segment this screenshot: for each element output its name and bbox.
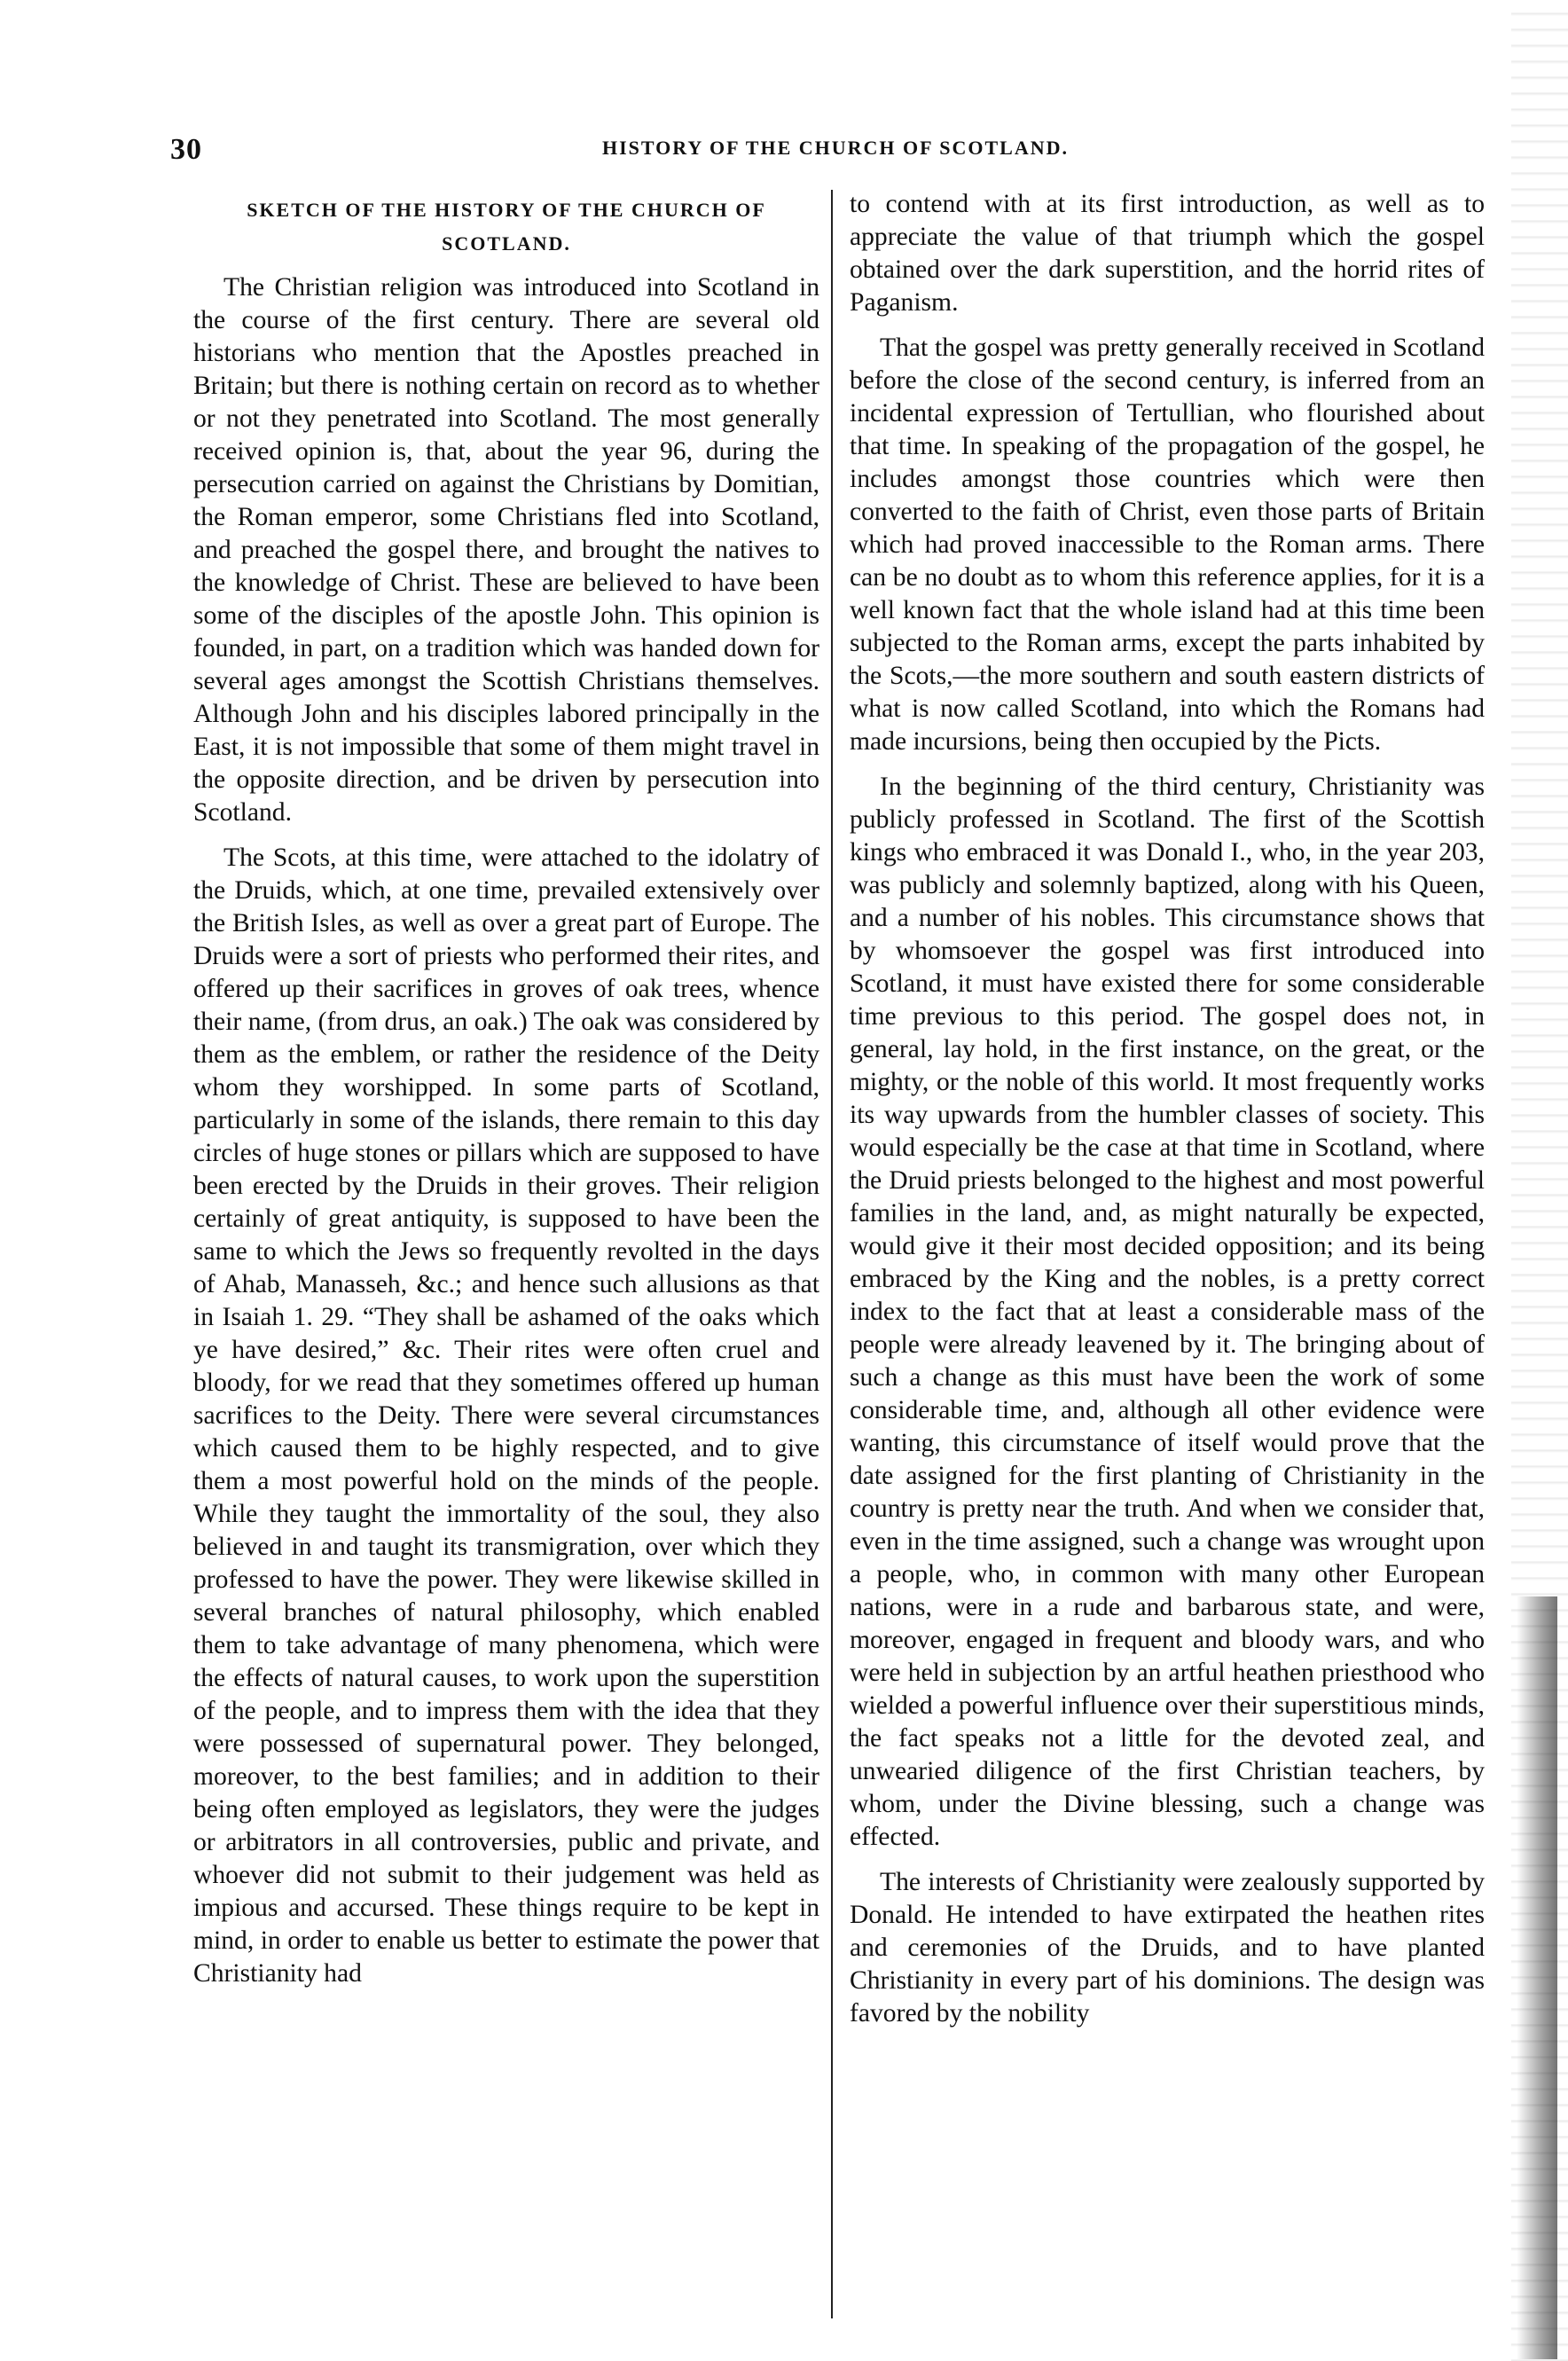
paragraph: The Christian religion was introduced into Scotland in the course of the first century. There are several old historians who mention that the Apostles preached in Britain; but there is nothing certain on record as to whether or not they penetrated into Scotland. The most generally received opinion is, that, about the year 96, during the persecution carried on against the Christians by Domitian, the Roman emperor, some Christians fled into Scotland, and preached the gospel there, and brought the natives to the knowledge of Christ. These are believed to have been some of the disciples of the apostle John. This opinion is founded, in part, on a tradition which was handed down for several ages amongst the Scottish Christians themselves. Although John and his disciples labored principally in the East, it is not impossible that some of them might travel in the opposite direction, and be driven by persecution into Scotland. <box>193 273 819 827</box>
running-head <box>170 133 1501 169</box>
paragraph: In the beginning of the third century, Christianity was publicly professed in Scotland. The first of the Scottish kings who embraced it was Donald I., who, in the year 203, was publicly and solemnly baptized, along with his Queen, and a number of his nobles. This circumstance shows that by whomsoever the gospel was first introduced into Scotland, it must have existed there for some considerable time previous to this period. The gospel does not, in general, lay hold, in the first instance, on the great, or the mighty, or the noble of this world. It most frequently works its way upwards from the humbler classes of society. This would especially be the case at that time in Scotland, where the Druid priests belonged to the highest and most powerful families in the land, and, as might naturally be expected, would give it their most decided opposition; and its being embraced by the King and the nobles, is a pretty correct index to the fact that at least a considerable mass of the people were already leavened by it. The bringing about of such a change as this must have been the work of some considerable time, and, although all other evidence were wanting, this circumstance of itself would prove that the date assigned for the first planting of Christianity in the country is pretty near the truth. And when we consider that, even in the time assigned, such a change was wrought upon a people, who, in common with many other European nations, were in a rude and barbarous state, and were, moreover, engaged in frequent and bloody wars, and who were held in subjection by an artful heathen priesthood who wielded a powerful influence over their superstitious minds, the fact speaks not a little for the devoted zeal, and unwearied diligence of the first Christian teachers, by whom, under the Divine blessing, such a change was effected. <box>850 773 1485 1851</box>
section-title: SKETCH OF THE HISTORY OF THE CHURCH OF SCOTLAND. <box>247 199 766 255</box>
right-column <box>850 188 1485 2043</box>
paragraph: The Scots, at this time, were attached to the idolatry of the Druids, which, at one time, prevailed extensively over the British Isles, as well as over a great part of Europe. The Druids were a sort of priests who performed their rites, and offered up their sacrifices in groves of oak trees, whence their name, (from drus, an oak.) The oak was considered by them as the emblem, or rather the residence of the Deity whom they worshipped. In some parts of Scotland, particularly in some of the islands, there remain to this day circles of huge stones or pillars which are supposed to have been erected by the Druids in their groves. Their religion certainly of great antiquity, is supposed to have been the same to which the Jews so frequently revolted in the days of Ahab, Manasseh, &c.; and hence such allusions as that in Isaiah 1. 29. “They shall be ashamed of the oaks which ye have desired,” &c. Their rites were often cruel and bloody, for we read that they sometimes offered up human sacrifices to the Deity. There were several circumstances which caused them to be highly respected, and to give them a most powerful hold on the minds of the people. While they taught the immortality of the soul, they also believed in and taught its transmigration, over which they professed to have the power. They were likewise skilled in several branches of natural philosophy, which enabled them to take advantage of many phenomena, which were the effects of natural causes, to work upon the superstition of the people, and to impress them with the idea that they were possessed of supernatural power. They belonged, moreover, to the best families; and in addition to their being often employed as legislators, they were the judges or arbitrators in all controversies, public and private, and whoever did not submit to their judgement was held as impious and accursed. These things require to be kept in mind, in order to enable us better to estimate the power that Christianity had <box>193 843 819 1988</box>
paragraph: The interests of Christianity were zealously supported by Donald. He intended to have extirpated the heathen rites and ceremonies of the Druids, and to have planted Christianity in every part of his dominions. The design was favored by the nobility <box>850 1868 1485 2028</box>
left-column <box>193 188 819 2003</box>
running-title: HISTORY OF THE CHURCH OF SCOTLAND. <box>601 137 1070 159</box>
column-divider <box>831 190 833 2318</box>
paragraph: That the gospel was pretty generally received in Scotland before the close of the second century, is inferred from an incidental expression of Tertullian, who flourished about that time. In speaking of the propagation of the gospel, he includes amongst those countries which were then converted to the faith of Christ, even those parts of Britain which had proved inaccessible to the Roman arms. There can be no doubt as to whom this reference applies, for it is a well known fact that the whole island had at this time been subjected to the Roman arms, except the parts inhabited by the Scots,—the more southern and south eastern districts of what is now called Scotland, into which the Romans had made incursions, being then occupied by the Picts. <box>850 333 1485 756</box>
scan-edge-shadow <box>1517 1596 1557 2359</box>
page-number: 30 <box>170 133 202 166</box>
paragraph-continued: to contend with at its first introduction, as well as to appreciate the value of that triumph which the gospel obtained over the dark superstition, and the horrid rites of Paganism. <box>850 190 1485 317</box>
